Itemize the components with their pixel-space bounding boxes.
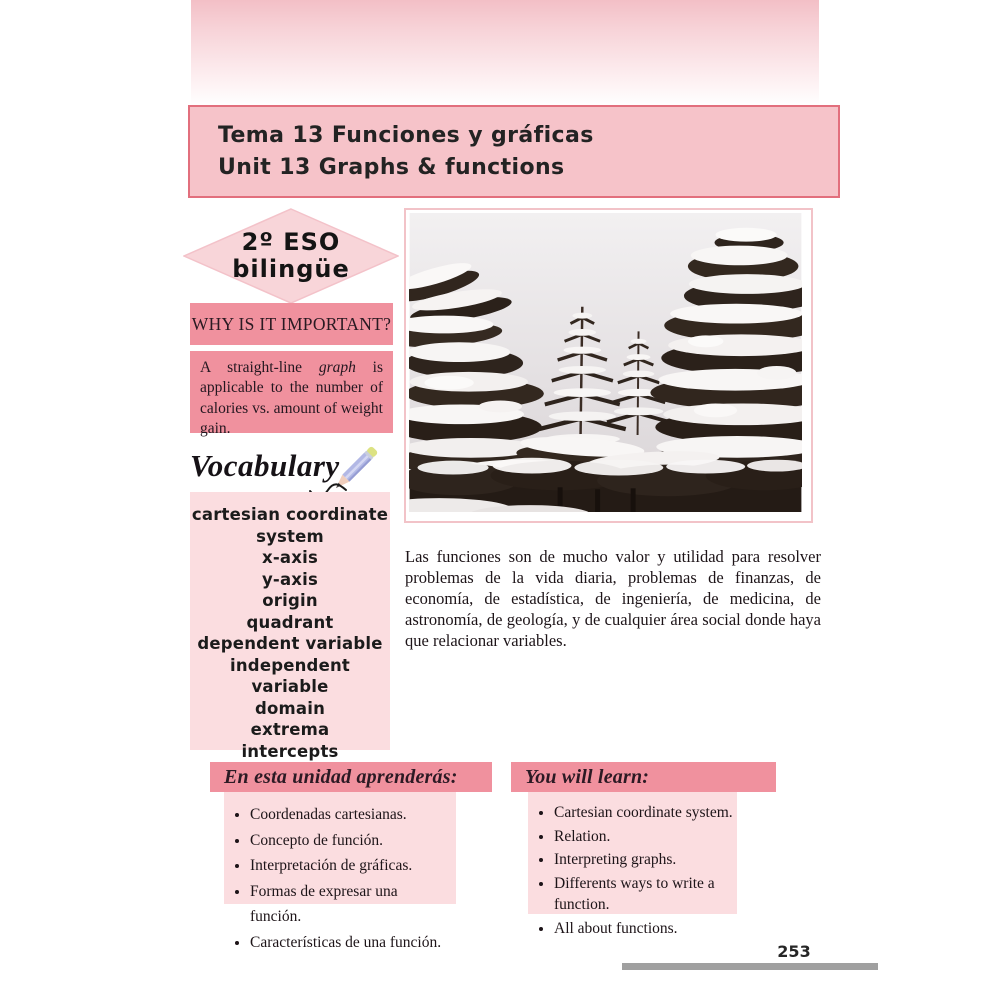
vocab-term: cartesian coordinate system [191,505,389,546]
list-item: • Formas de expresar una función. [250,879,452,930]
vocab-term: quadrant [246,612,334,632]
list-item: • All about functions. [554,918,733,940]
vocab-term: origin [262,591,318,610]
vocab-term: y-axis [261,569,319,589]
vocabulary-list-box [190,492,390,761]
importance-text-emphasis: graph [318,359,356,376]
learn-heading-es-bar [210,762,492,792]
unit-title-es: Tema 13 Funciones y gráficas [218,122,594,148]
list-item: • Características de una función. [250,930,452,956]
list-item: • Differents ways to write a function. [554,873,733,916]
learn-list-es-box [224,792,456,951]
vocabulary-heading: Vocabulary [190,448,340,483]
list-item: • Coordenadas cartesianas. [250,802,452,828]
list-item: • Concepto de función. [250,828,452,854]
learn-list-en [528,792,737,949]
intro-paragraph: Las funciones son de mucho valor y utilidad para resolver problemas de la vida diaria, problemas de finanzas, de economía, de estadística, de ingeniería, de medicina, de astronomía, de geología, y de cualquier área social donde haya que relacionar variables. [405,547,821,650]
learn-heading-en: You will learn: [525,765,650,788]
vocab-term: independent variable [230,655,350,696]
list-item: • Interpreting graphs. [554,849,733,871]
vocab-term: dependent variable [197,634,383,653]
learn-list-en-box [528,792,737,937]
level-badge-line2: bilingüe [232,255,350,283]
why-important-heading-box [190,303,393,345]
vocab-term: x-axis [262,548,318,567]
footer-rule [622,963,878,970]
level-badge-line1: 2º ESO [241,227,341,256]
vocab-term: intercepts [241,741,339,761]
learn-heading-es: En esta unidad aprenderás: [224,765,458,788]
vocab-term: extrema [250,720,330,739]
importance-text-part2: is applicable to the number of calories vs. amount of weight gain. [200,359,383,438]
importance-text-part1: A straight-line [200,359,319,376]
vocab-term: domain [254,698,326,718]
header-gradient-band [191,0,819,106]
unit-title-box [188,105,840,198]
page-number: 253 [777,942,811,961]
unit-title-en: Unit 13 Graphs & functions [218,154,565,180]
learn-list-es [224,792,456,963]
list-item: • Interpretación de gráficas. [250,853,452,879]
learn-heading-en-bar [511,762,776,792]
photo-snowy-pine-trees [404,208,813,523]
list-item: • Cartesian coordinate system. [554,802,733,824]
list-item: • Relation. [554,826,733,848]
level-badge [183,208,399,304]
why-important-body-box [190,351,393,438]
why-important-heading: WHY IS IT IMPORTANT? [191,313,392,334]
